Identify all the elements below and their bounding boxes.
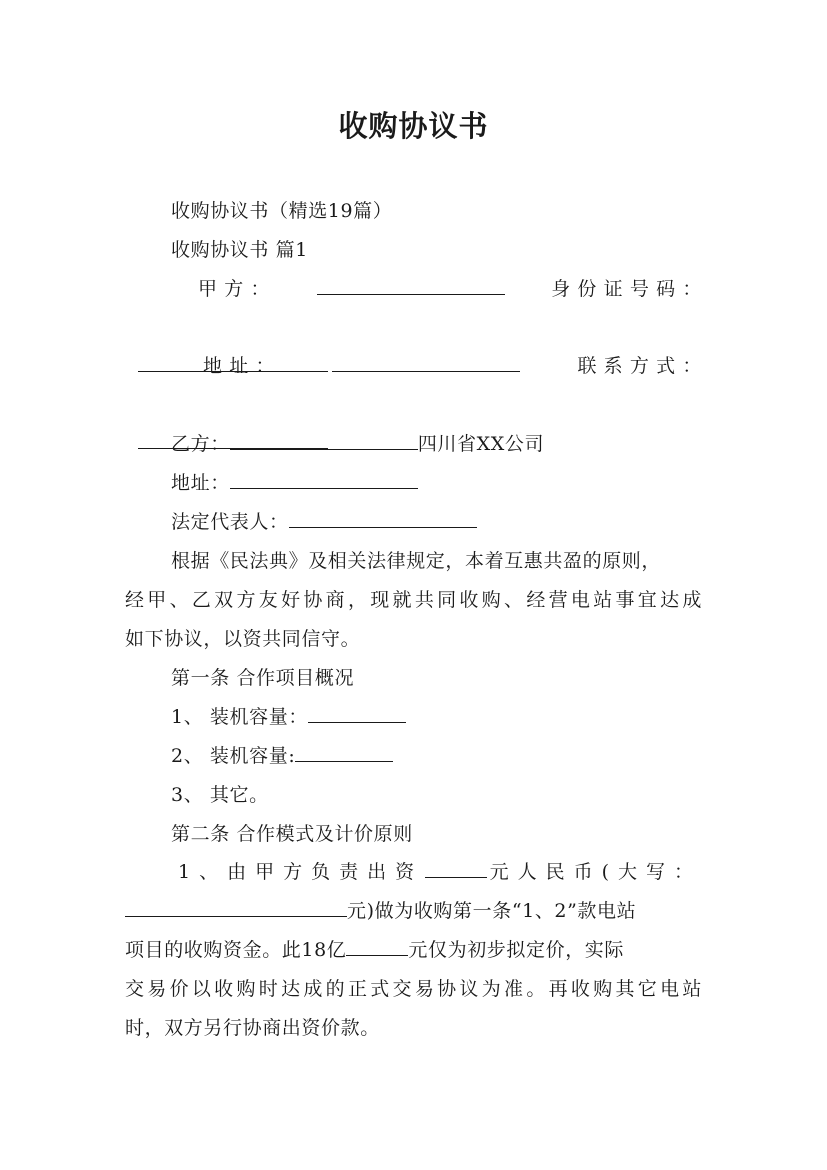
amount-in-words-blank [125,892,347,917]
clause-line-3-end: 元仅为初步拟定价，实际 [408,939,624,961]
party-b-name: 四川省XX公司 [417,433,545,455]
price-blank [346,931,408,956]
document-title: 收购协议书 [338,109,489,143]
item-1-blank [308,698,406,723]
item-1-label: 1、 装机容量： [171,706,308,728]
party-b-line [171,425,702,463]
id-number-line [125,309,702,347]
item-1-line [171,698,702,736]
article-1-title: 第一条 合作项目概况 [171,667,355,689]
contact-line [125,386,702,424]
intro-line-1: 根据《民法典》及相关法律规定，本着互惠共盈的原则， [171,550,662,572]
party-a-blank [317,270,505,295]
party-a-address-blank [332,347,520,372]
contact-label: 联 系 方 式 ： [577,355,702,377]
party-a-address-line [203,347,702,385]
clause-start: 1、由甲方负责出资 [178,861,424,883]
legal-rep-label: 法定代表人： [171,511,289,533]
item-2-line [171,737,702,775]
clause-line-1 [178,853,702,891]
clause-unit: 元人民币(大写： [489,861,702,883]
clause-line-3-start: 项目的收购资金。此18亿 [125,939,347,961]
party-b-address-label: 地址： [171,472,230,494]
clause-continuation: 元)做为收购第一条“1、2”款电站 [347,900,637,922]
item-2-label: 2、 装机容量: [171,745,296,767]
legal-rep-line [171,503,702,541]
legal-rep-blank [289,503,477,528]
party-a-address-label: 地 址 ： [203,355,276,377]
party-a-label: 甲 方 ： [198,278,271,300]
party-b-address-line [171,464,702,502]
article-2-title: 第二条 合作模式及计价原则 [171,823,413,845]
item-3-line: 3、 其它。 [171,784,269,806]
item-2-blank [295,737,393,762]
party-b-address-blank [230,464,418,489]
part-heading: 收购协议书 篇1 [171,239,308,261]
intro-line-3: 如下协议，以资共同信守。 [125,628,361,650]
party-b-blank [230,425,418,450]
party-a-line [198,270,702,308]
investment-amount-blank [425,853,487,878]
intro-line-2: 经甲、乙双方友好协商，现就共同收购、经营电站事宜达成 [125,589,702,611]
clause-line-3 [125,931,702,969]
clause-line-4: 交易价以收购时达成的正式交易协议为准。再收购其它电站 [125,978,702,1000]
document-subtitle: 收购协议书（精选19篇） [171,200,393,222]
clause-line-5: 时，双方另行协商出资价款。 [125,1017,380,1039]
clause-line-2 [125,892,702,930]
id-number-label: 身 份 证 号 码 ： [551,278,702,300]
party-b-label: 乙方： [171,433,230,455]
